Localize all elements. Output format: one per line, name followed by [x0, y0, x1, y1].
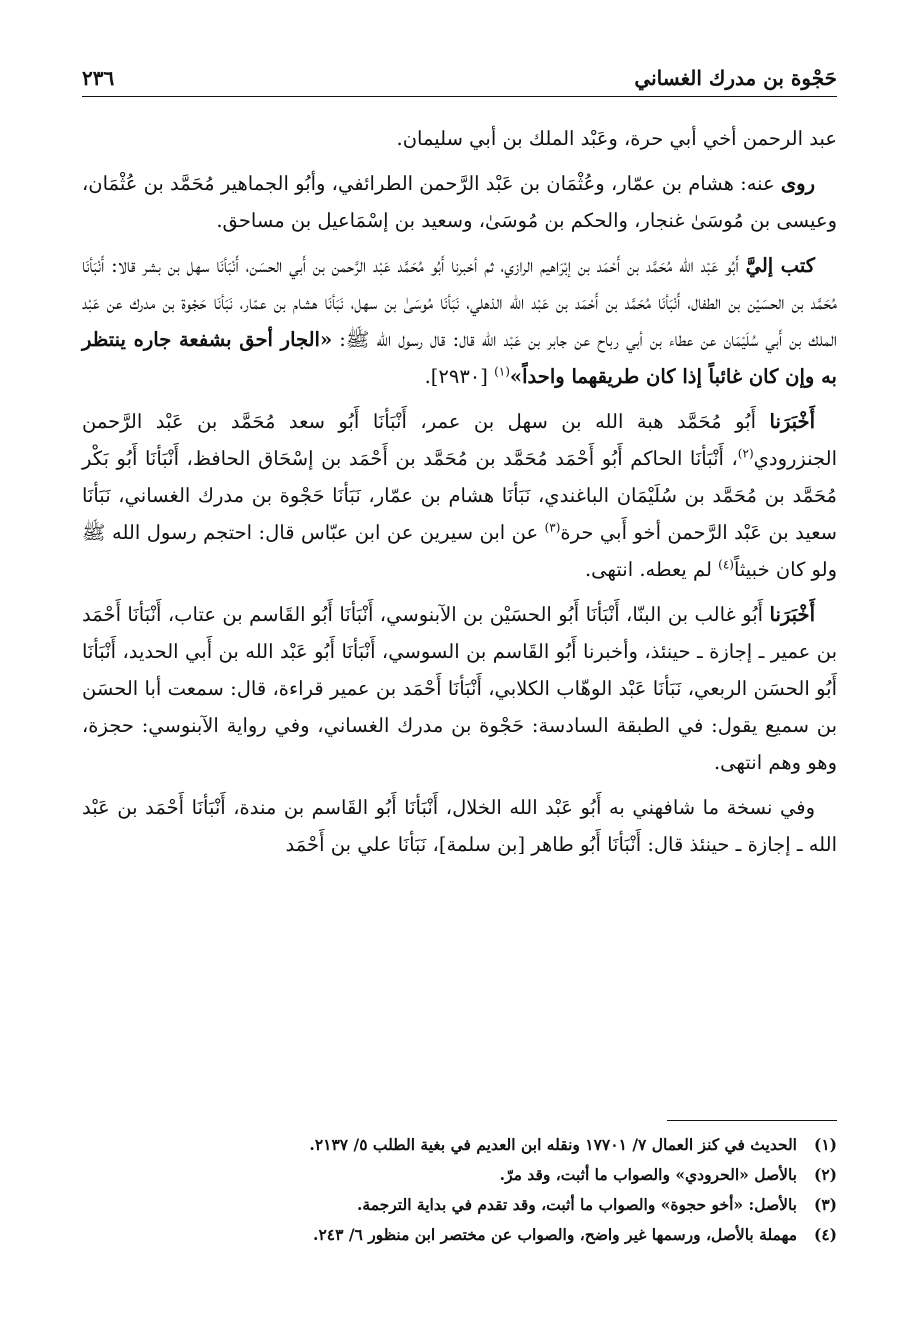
- footnote: (٤) مهملة بالأصل، ورسمها غير واضح، والصواب عن مختصر ابن منظور ٦/ ٢٤٣.: [313, 1225, 837, 1244]
- footnote: (٢) بالأصل «الحرودي» والصواب ما أثبت، وقد مرّ.: [499, 1165, 837, 1184]
- footnote: (٣) بالأصل: «أخو حجوة» والصواب ما أثبت، وقد تقدم في بداية الترجمة.: [357, 1195, 837, 1214]
- running-title: حَجْوة بن مدرك الغساني: [634, 66, 837, 90]
- paragraph-6: وفي نسخة ما شافهني به أَبُو عَبْد الله الخلال، أَنْبَأنَا أَبُو القَاسم بن مندة، أَنْبَأنَا أَحْمَد بن عَبْد الله ـ إجازة ـ حينئذ قال: أَنْبَأنَا أَبُو طاهر [بن سلمة]، نَبَأنَا علي بن أَحْمَد: [82, 796, 837, 856]
- footnote-rule: [667, 1120, 837, 1121]
- footnote-ref: (١): [494, 364, 510, 379]
- page-header: [82, 50, 837, 90]
- main-text: [82, 120, 837, 871]
- footnotes: [82, 1130, 837, 1250]
- paragraph-5: أَخْبَرَنا أَبُو غالب بن البنّا، أَنْبَأنَا أَبُو الحسَيْن بن الآبنوسي، أَنْبَأنَا أَبُو القَاسم بن عتاب، أَنْبَأنَا أَحْمَد بن عمير ـ إجازة ـ حينئذ، وأخبرنا أَبُو القَاسم بن السوسي، أَنْبَأنَا أَبُو عَبْد الله بن أَبي الحديد، أَنْبَأنَا أَبُو الحسَن الربعي، نَبَأنَا عَبْد الوهّاب الكلابي، أَنْبَأنَا أَحْمَد بن عمير قراءة، قال: سمعت أبا الحسَن بن سميع يقول: في الطبقة السادسة: حَجْوة بن مدرك الغساني، وفي رواية الآبنوسي: حجزة، وهو وهم انتهى.: [82, 603, 837, 774]
- paragraph-lead: كتب إليَّ: [745, 254, 815, 277]
- page-number: ٢٣٦: [82, 66, 115, 90]
- footnote-ref: (٤): [718, 557, 734, 572]
- paragraph-3: كتب إليَّ أَبُو عَبْد الله مُحَمَّد بن أَحْمَد بن إبْرَاهيم الرازي، ثم أخبرنا أَبُو مُحَمَّد عَبْد الرَّحمن بن أَبي الحسَن، أَنْبَأنَا سهل بن بشر قالا: أَنْبَأنَا مُحَمَّد بن الحسَيْن بن الطفال، أَنْبَأنَا مُحَمَّد بن أَحْمَد بن عَبْد الله الذهلي، نَبَأنَا مُوسَىٰ بن سهل، نَبَأنَا هشام بن عمّار، نَبَأنَا حَجْوة بن مدرك عن عَبْد الملك بن أَبي سُلَيْمَان عن عطاء بن أبي رباح عن جابر بن عَبْد الله قال: قال رسول الله ﷺ: «الجار أحق بشفعة جاره ينتظر به وإن كان غائباً إذا كان طريقهما واحداً»$^{(١)}$ [٢٩٣٠].: [82, 254, 838, 388]
- footnote-ref: (٢): [737, 446, 754, 461]
- footnote: (١) الحديث في كنز العمال ٧/ ١٧٧٠١ ونقله ابن العديم في بغية الطلب ٥/ ٢١٣٧.: [309, 1135, 837, 1154]
- paragraph-lead: أَخْبَرَنا: [769, 410, 815, 433]
- paragraph-1: عبد الرحمن أخي أبي حرة، وعَبْد الملك بن أبي سليمان.: [396, 127, 837, 150]
- header-rule: [82, 96, 837, 97]
- paragraph-4: أَخْبَرَنا أَبُو مُحَمَّد هبة الله بن سهل بن عمر، أَنْبَأنَا أَبُو سعد مُحَمَّد بن عَبْد الرَّحمن الجنزرودي$^{(٢)}$، أَنْبَأنَا الحاكم أَبُو أَحْمَد مُحَمَّد بن مُحَمَّد بن أَحْمَد بن إسْحَاق الحافظ، أَنْبَأنَا أَبُو بَكْر مُحَمَّد بن مُحَمَّد بن سُلَيْمَان الباغندي، نَبَأنَا هشام بن عمّار، نَبَأنَا حَجْوة بن مدرك الغساني، نَبَأنَا سعيد بن عَبْد الرَّحمن أخو أَبي حرة$^{(٣)}$ عن ابن سيرين عن ابن عبّاس قال: احتجم رسول الله ﷺ ولو كان خبيثاً$^{(٤)}$ لم يعطه. انتهى.: [82, 410, 837, 581]
- paragraph-lead: أَخْبَرَنا: [769, 603, 815, 626]
- paragraph-2: روى عنه: هشام بن عمّار، وعُثْمَان بن عَبْد الرَّحمن الطرائفي، وأبُو الجماهير مُحَمَّد بن عُثْمَان، وعيسى بن مُوسَىٰ غنجار، والحكم بن مُوسَىٰ، وسعيد بن إسْمَاعيل بن مساحق.: [82, 172, 837, 232]
- footnote-ref: (٣): [544, 520, 561, 535]
- paragraph-lead: روى: [780, 172, 815, 195]
- hadith-text: «الجار أحق بشفعة جاره ينتظر به وإن كان غائباً إذا كان طريقهما واحداً»: [82, 328, 837, 388]
